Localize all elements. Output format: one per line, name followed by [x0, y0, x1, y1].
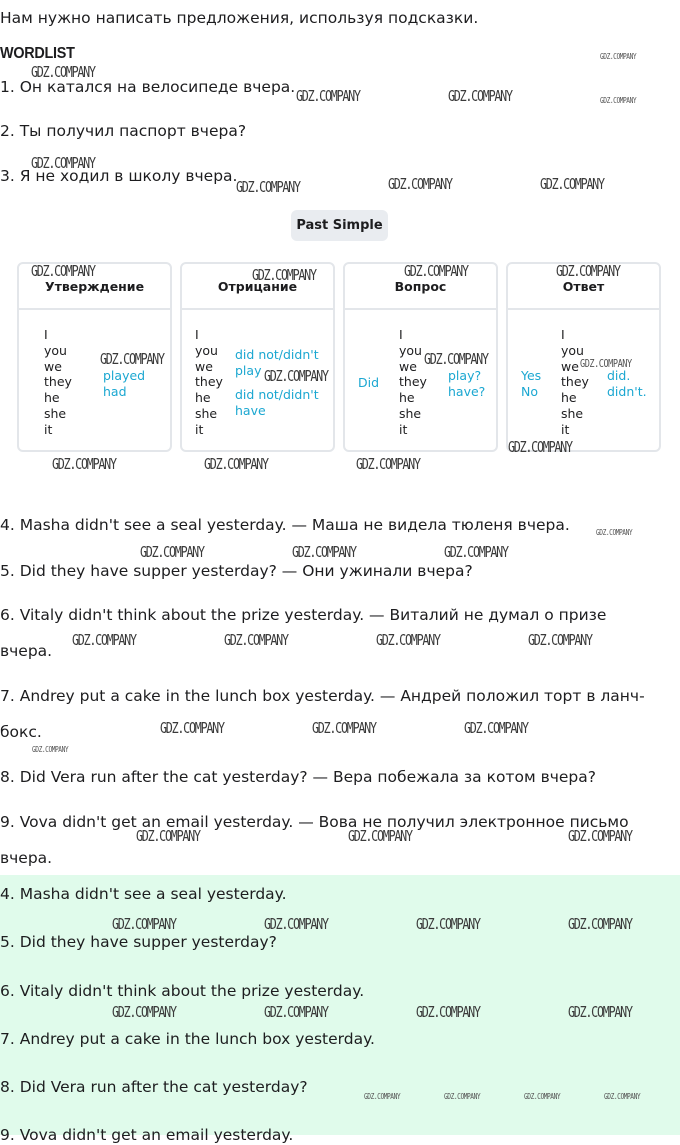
watermark: GDZ.COMPANY: [376, 631, 440, 649]
answer-aux: did. didn't.: [607, 368, 647, 399]
answer-5: 5. Did they have supper yesterday?: [0, 933, 277, 951]
pronoun-list: I you we they he she it: [399, 327, 427, 437]
watermark: GDZ.COMPANY: [312, 719, 376, 737]
negative-have: did not/didn't have: [235, 387, 319, 418]
watermark: GDZ.COMPANY: [140, 543, 204, 561]
watermark: GDZ.COMPANY: [356, 455, 420, 473]
watermark: GDZ.COMPANY: [540, 175, 604, 193]
translation-9-cont: вчера.: [0, 849, 53, 867]
watermark: GDZ.COMPANY: [136, 827, 200, 845]
watermark: GDZ.COMPANY: [568, 827, 632, 845]
table-header: Вопрос: [345, 264, 496, 310]
watermark: GDZ.COMPANY: [604, 1092, 641, 1101]
watermark: GDZ.COMPANY: [32, 745, 69, 754]
negative-play: did not/didn't play: [235, 347, 319, 378]
watermark: GDZ.COMPANY: [388, 175, 452, 193]
watermark: GDZ.COMPANY: [364, 1092, 401, 1101]
answer-6: 6. Vitaly didn't think about the prize yesterday.: [0, 982, 365, 1000]
translation-7: 7. Andrey put a cake in the lunch box yesterday. — Андрей положил торт в ланч-: [0, 687, 645, 705]
hint-2: 2. Ты получил паспорт вчера?: [0, 122, 247, 140]
translation-5: 5. Did they have supper yesterday? — Они ужинали вчера?: [0, 562, 473, 580]
watermark: GDZ.COMPANY: [236, 178, 300, 196]
watermark: GDZ.COMPANY: [600, 52, 637, 61]
intro-text: Нам нужно написать предложения, используя подсказки.: [0, 9, 479, 27]
watermark: GDZ.COMPANY: [416, 1003, 480, 1021]
watermark: GDZ.COMPANY: [52, 455, 116, 473]
translation-7-cont: бокс.: [0, 723, 42, 741]
translation-8: 8. Did Vera run after the cat yesterday? — Вера побежала за котом вчера?: [0, 768, 596, 786]
watermark: GDZ.COMPANY: [296, 87, 360, 105]
hint-3: 3. Я не ходил в школу вчера.: [0, 167, 238, 185]
watermark: GDZ.COMPANY: [112, 915, 176, 933]
answer-9: 9. Vova didn't get an email yesterday.: [0, 1126, 294, 1144]
watermark: GDZ.COMPANY: [464, 719, 528, 737]
watermark: GDZ.COMPANY: [264, 915, 328, 933]
watermark: GDZ.COMPANY: [100, 350, 164, 368]
question-aux: Did: [358, 375, 380, 390]
watermark: GDZ.COMPANY: [264, 367, 328, 385]
pronoun-list: I you we they he she it: [195, 327, 223, 437]
watermark: GDZ.COMPANY: [292, 543, 356, 561]
translation-6: 6. Vitaly didn't think about the prize yesterday. — Виталий не думал о призе: [0, 606, 607, 624]
answer-7: 7. Andrey put a cake in the lunch box yesterday.: [0, 1030, 375, 1048]
answer-4: 4. Masha didn't see a seal yesterday.: [0, 885, 287, 903]
answer-8: 8. Did Vera run after the cat yesterday?: [0, 1078, 308, 1096]
watermark: GDZ.COMPANY: [568, 915, 632, 933]
table-header: Утверждение: [19, 264, 170, 310]
watermark: GDZ.COMPANY: [600, 96, 637, 105]
watermark: GDZ.COMPANY: [264, 1003, 328, 1021]
watermark: GDZ.COMPANY: [444, 543, 508, 561]
watermark: GDZ.COMPANY: [524, 1092, 561, 1101]
watermark: GDZ.COMPANY: [568, 1003, 632, 1021]
translation-4: 4. Masha didn't see a seal yesterday. — Маша не видела тюленя вчера.: [0, 516, 570, 534]
question-verbs: play? have?: [448, 368, 486, 399]
table-header: Отрицание: [182, 264, 333, 310]
watermark: GDZ.COMPANY: [596, 528, 633, 537]
watermark: GDZ.COMPANY: [444, 1092, 481, 1101]
watermark: GDZ.COMPANY: [528, 631, 592, 649]
watermark: GDZ.COMPANY: [224, 631, 288, 649]
watermark: GDZ.COMPANY: [204, 455, 268, 473]
table-header: Ответ: [508, 264, 659, 310]
translation-6-cont: вчера.: [0, 642, 53, 660]
watermark: GDZ.COMPANY: [424, 350, 488, 368]
hint-1: 1. Он катался на велосипеде вчера.: [0, 78, 296, 96]
wordlist-title: WORDLIST: [0, 45, 75, 62]
watermark: GDZ.COMPANY: [348, 827, 412, 845]
pronoun-list: I you we they he she it: [44, 327, 72, 437]
watermark: GDZ.COMPANY: [252, 266, 316, 284]
translation-9: 9. Vova didn't get an email yesterday. — Вова не получил электронное письмо: [0, 813, 629, 831]
watermark: GDZ.COMPANY: [404, 262, 468, 280]
watermark: GDZ.COMPANY: [448, 87, 512, 105]
pronoun-list: I you we they he she it: [561, 327, 589, 437]
watermark: GDZ.COMPANY: [556, 262, 620, 280]
affirmative-verbs: played had: [103, 368, 146, 399]
watermark: GDZ.COMPANY: [416, 915, 480, 933]
watermark: GDZ.COMPANY: [160, 719, 224, 737]
watermark: GDZ.COMPANY: [508, 438, 572, 456]
watermark: GDZ.COMPANY: [72, 631, 136, 649]
watermark: GDZ.COMPANY: [31, 154, 95, 172]
answer-words: Yes No: [521, 368, 542, 399]
watermark: GDZ.COMPANY: [112, 1003, 176, 1021]
watermark: GDZ.COMPANY: [31, 63, 95, 81]
watermark: GDZ.COMPANY: [580, 357, 632, 370]
watermark: GDZ.COMPANY: [31, 262, 95, 280]
tense-label: Past Simple: [291, 210, 388, 241]
